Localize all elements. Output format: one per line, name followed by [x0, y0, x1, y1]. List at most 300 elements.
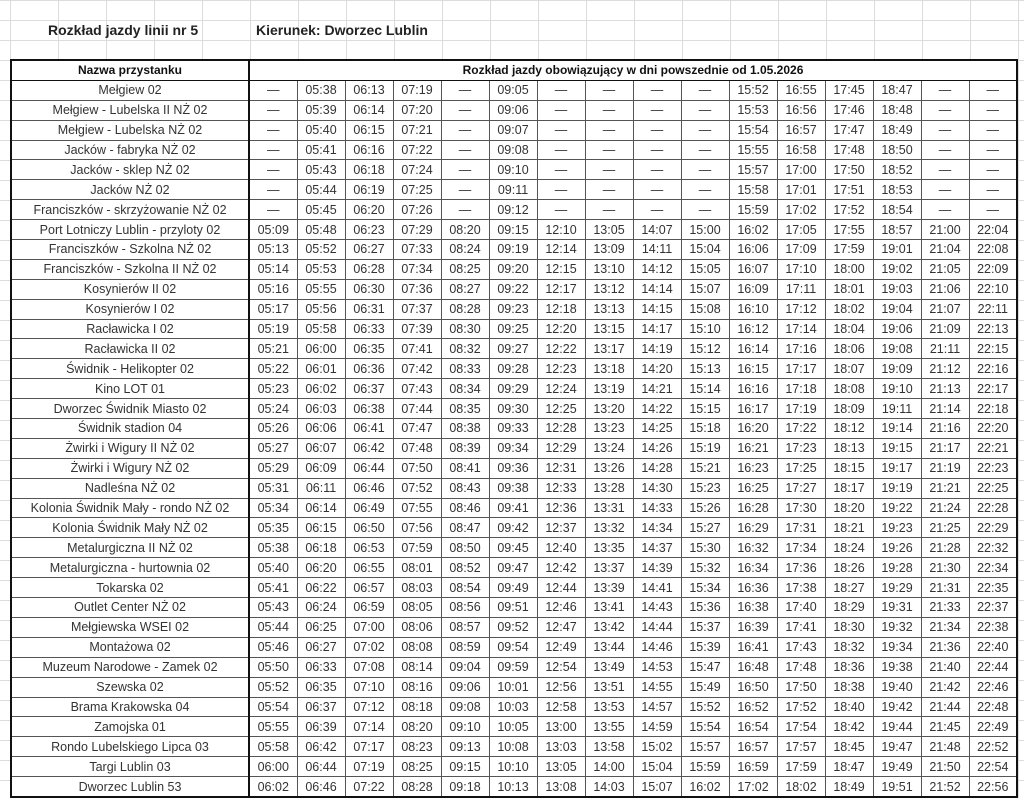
stop-name-cell: Montażowa 02: [11, 637, 249, 657]
departure-time-cell: 21:30: [921, 558, 969, 578]
departure-time-cell: 12:42: [537, 558, 585, 578]
departure-time-cell: 22:16: [969, 359, 1017, 379]
stop-name-cell: Jacków - sklep NŻ 02: [11, 160, 249, 180]
departure-time-cell: —: [681, 100, 729, 120]
departure-time-cell: 14:19: [633, 339, 681, 359]
departure-time-cell: 16:50: [729, 677, 777, 697]
departure-time-cell: 19:15: [873, 438, 921, 458]
departure-time-cell: 08:57: [441, 617, 489, 637]
departure-time-cell: —: [585, 100, 633, 120]
departure-time-cell: 21:04: [921, 240, 969, 260]
table-row: [11, 737, 1017, 757]
departure-time-cell: 18:40: [825, 697, 873, 717]
departure-time-cell: 06:16: [345, 140, 393, 160]
departure-time-cell: 17:02: [729, 777, 777, 797]
departure-time-cell: —: [249, 80, 297, 100]
departure-time-cell: 06:20: [297, 558, 345, 578]
departure-time-cell: —: [585, 120, 633, 140]
departure-time-cell: 14:00: [585, 757, 633, 777]
table-row: [11, 518, 1017, 538]
departure-time-cell: 05:41: [297, 140, 345, 160]
departure-time-cell: 19:11: [873, 399, 921, 419]
departure-time-cell: 22:37: [969, 598, 1017, 618]
departure-time-cell: 05:52: [249, 677, 297, 697]
stop-name-cell: Metalurgiczna II NŻ 02: [11, 538, 249, 558]
departure-time-cell: 16:48: [729, 657, 777, 677]
departure-time-cell: 08:25: [441, 259, 489, 279]
departure-time-cell: —: [921, 200, 969, 220]
departure-time-cell: 17:34: [777, 538, 825, 558]
departure-time-cell: 16:38: [729, 598, 777, 618]
departure-time-cell: 09:15: [441, 757, 489, 777]
departure-time-cell: 05:22: [249, 359, 297, 379]
departure-time-cell: 14:30: [633, 478, 681, 498]
departure-time-cell: 14:57: [633, 697, 681, 717]
departure-time-cell: 07:22: [345, 777, 393, 797]
departure-time-cell: 22:34: [969, 558, 1017, 578]
departure-time-cell: 08:41: [441, 458, 489, 478]
departure-time-cell: 08:05: [393, 598, 441, 618]
stop-name-cell: Racławicka II 02: [11, 339, 249, 359]
departure-time-cell: 09:13: [441, 737, 489, 757]
departure-time-cell: 16:28: [729, 498, 777, 518]
departure-time-cell: 19:06: [873, 319, 921, 339]
departure-time-cell: 16:14: [729, 339, 777, 359]
departure-time-cell: 08:38: [441, 419, 489, 439]
departure-time-cell: 10:10: [489, 757, 537, 777]
departure-time-cell: 09:18: [441, 777, 489, 797]
stop-name-cell: Świdnik stadion 04: [11, 419, 249, 439]
departure-time-cell: 15:14: [681, 379, 729, 399]
departure-time-cell: 08:59: [441, 637, 489, 657]
departure-time-cell: —: [441, 180, 489, 200]
departure-time-cell: 17:19: [777, 399, 825, 419]
departure-time-cell: 09:06: [441, 677, 489, 697]
departure-time-cell: 06:44: [345, 458, 393, 478]
departure-time-cell: 07:25: [393, 180, 441, 200]
departure-time-cell: 06:20: [345, 200, 393, 220]
departure-time-cell: 21:33: [921, 598, 969, 618]
departure-time-cell: 05:34: [249, 498, 297, 518]
departure-time-cell: 21:48: [921, 737, 969, 757]
departure-time-cell: 18:09: [825, 399, 873, 419]
departure-time-cell: —: [921, 180, 969, 200]
departure-time-cell: 08:52: [441, 558, 489, 578]
departure-time-cell: 15:54: [681, 717, 729, 737]
departure-time-cell: 06:46: [297, 777, 345, 797]
departure-time-cell: 13:39: [585, 578, 633, 598]
table-row: [11, 478, 1017, 498]
departure-time-cell: 05:46: [249, 637, 297, 657]
departure-time-cell: 05:17: [249, 299, 297, 319]
departure-time-cell: 06:42: [297, 737, 345, 757]
departure-time-cell: 12:29: [537, 438, 585, 458]
departure-time-cell: 17:52: [777, 697, 825, 717]
departure-time-cell: —: [633, 140, 681, 160]
departure-time-cell: 19:17: [873, 458, 921, 478]
departure-time-cell: —: [969, 120, 1017, 140]
departure-time-cell: 13:32: [585, 518, 633, 538]
departure-time-cell: 07:52: [393, 478, 441, 498]
departure-time-cell: 12:25: [537, 399, 585, 419]
table-row: [11, 438, 1017, 458]
departure-time-cell: 15:04: [633, 757, 681, 777]
departure-time-cell: 18:47: [873, 80, 921, 100]
departure-time-cell: 12:49: [537, 637, 585, 657]
stop-name-cell: Brama Krakowska 04: [11, 697, 249, 717]
departure-time-cell: 12:56: [537, 677, 585, 697]
departure-time-cell: 06:53: [345, 538, 393, 558]
departure-time-cell: 09:47: [489, 558, 537, 578]
departure-time-cell: 06:33: [345, 319, 393, 339]
departure-time-cell: 13:26: [585, 458, 633, 478]
departure-time-cell: 19:44: [873, 717, 921, 737]
departure-time-cell: —: [969, 100, 1017, 120]
stop-column-header: Nazwa przystanku: [11, 60, 249, 80]
departure-time-cell: 12:14: [537, 240, 585, 260]
departure-time-cell: 06:01: [297, 359, 345, 379]
departure-time-cell: 15:54: [729, 120, 777, 140]
departure-time-cell: 16:02: [729, 220, 777, 240]
departure-time-cell: 06:57: [345, 578, 393, 598]
departure-time-cell: 10:05: [489, 717, 537, 737]
stop-name-cell: Kino LOT 01: [11, 379, 249, 399]
departure-time-cell: 21:19: [921, 458, 969, 478]
departure-time-cell: 14:11: [633, 240, 681, 260]
departure-time-cell: 09:51: [489, 598, 537, 618]
departure-time-cell: 09:12: [489, 200, 537, 220]
departure-time-cell: 09:28: [489, 359, 537, 379]
departure-time-cell: 19:28: [873, 558, 921, 578]
departure-time-cell: 16:57: [729, 737, 777, 757]
departure-time-cell: 07:02: [345, 637, 393, 657]
table-row: [11, 717, 1017, 737]
departure-time-cell: —: [681, 160, 729, 180]
departure-time-cell: 12:44: [537, 578, 585, 598]
departure-time-cell: 05:35: [249, 518, 297, 538]
departure-time-cell: 09:30: [489, 399, 537, 419]
departure-time-cell: 05:52: [297, 240, 345, 260]
departure-time-cell: 19:09: [873, 359, 921, 379]
departure-time-cell: 13:18: [585, 359, 633, 379]
departure-time-cell: 22:29: [969, 518, 1017, 538]
table-row: [11, 359, 1017, 379]
stop-name-cell: Zamojska 01: [11, 717, 249, 737]
departure-time-cell: —: [633, 160, 681, 180]
departure-time-cell: 15:08: [681, 299, 729, 319]
table-row: [11, 617, 1017, 637]
departure-time-cell: 05:40: [249, 558, 297, 578]
departure-time-cell: 06:06: [297, 419, 345, 439]
departure-time-cell: 18:00: [825, 259, 873, 279]
departure-time-cell: 17:46: [825, 100, 873, 120]
departure-time-cell: 09:54: [489, 637, 537, 657]
departure-time-cell: 15:13: [681, 359, 729, 379]
departure-time-cell: 16:55: [777, 80, 825, 100]
table-row: [11, 637, 1017, 657]
departure-time-cell: 22:49: [969, 717, 1017, 737]
departure-time-cell: 22:25: [969, 478, 1017, 498]
departure-time-cell: 08:30: [441, 319, 489, 339]
departure-time-cell: —: [441, 100, 489, 120]
stop-name-cell: Franciszków - skrzyżowanie NŻ 02: [11, 200, 249, 220]
stop-name-cell: Szewska 02: [11, 677, 249, 697]
departure-time-cell: 06:03: [297, 399, 345, 419]
departure-time-cell: 08:20: [393, 717, 441, 737]
departure-time-cell: 22:10: [969, 279, 1017, 299]
departure-time-cell: —: [585, 180, 633, 200]
stop-name-cell: Mełgiew 02: [11, 80, 249, 100]
departure-time-cell: 19:38: [873, 657, 921, 677]
departure-time-cell: 07:47: [393, 419, 441, 439]
departure-time-cell: 15:57: [681, 737, 729, 757]
departure-time-cell: 08:28: [393, 777, 441, 797]
departure-time-cell: 07:56: [393, 518, 441, 538]
departure-time-cell: 08:35: [441, 399, 489, 419]
table-row: [11, 339, 1017, 359]
departure-time-cell: 07:33: [393, 240, 441, 260]
departure-time-cell: 07:22: [393, 140, 441, 160]
departure-time-cell: 13:12: [585, 279, 633, 299]
departure-time-cell: 12:22: [537, 339, 585, 359]
departure-time-cell: —: [681, 140, 729, 160]
departure-time-cell: 09:05: [489, 80, 537, 100]
departure-time-cell: 15:37: [681, 617, 729, 637]
departure-time-cell: 15:30: [681, 538, 729, 558]
departure-time-cell: —: [441, 200, 489, 220]
departure-time-cell: —: [537, 200, 585, 220]
departure-time-cell: 14:37: [633, 538, 681, 558]
departure-time-cell: 06:44: [297, 757, 345, 777]
departure-time-cell: 17:47: [825, 120, 873, 140]
departure-time-cell: —: [441, 140, 489, 160]
departure-time-cell: 18:29: [825, 598, 873, 618]
departure-time-cell: 06:49: [345, 498, 393, 518]
stop-name-cell: Mełgiewska WSEI 02: [11, 617, 249, 637]
departure-time-cell: 14:43: [633, 598, 681, 618]
departure-time-cell: 07:44: [393, 399, 441, 419]
stop-name-cell: Outlet Center NŻ 02: [11, 598, 249, 618]
departure-time-cell: 07:36: [393, 279, 441, 299]
departure-time-cell: 15:04: [681, 240, 729, 260]
departure-time-cell: 15:23: [681, 478, 729, 498]
departure-time-cell: 17:00: [777, 160, 825, 180]
departure-time-cell: 22:04: [969, 220, 1017, 240]
departure-time-cell: 17:50: [825, 160, 873, 180]
departure-time-cell: 13:13: [585, 299, 633, 319]
departure-time-cell: 09:23: [489, 299, 537, 319]
departure-time-cell: 15:10: [681, 319, 729, 339]
departure-time-cell: 06:50: [345, 518, 393, 538]
departure-time-cell: 16:15: [729, 359, 777, 379]
departure-time-cell: 18:57: [873, 220, 921, 240]
departure-time-cell: 12:10: [537, 220, 585, 240]
table-row: [11, 80, 1017, 100]
departure-time-cell: —: [585, 140, 633, 160]
departure-time-cell: 19:47: [873, 737, 921, 757]
departure-time-cell: 15:58: [729, 180, 777, 200]
departure-time-cell: 17:14: [777, 319, 825, 339]
stop-name-cell: Franciszków - Szkolna NŻ 02: [11, 240, 249, 260]
departure-time-cell: 13:10: [585, 259, 633, 279]
departure-time-cell: 21:05: [921, 259, 969, 279]
departure-time-cell: 16:07: [729, 259, 777, 279]
table-row: [11, 777, 1017, 797]
table-row: [11, 379, 1017, 399]
departure-time-cell: 08:34: [441, 379, 489, 399]
departure-time-cell: 12:17: [537, 279, 585, 299]
departure-time-cell: 15:49: [681, 677, 729, 697]
departure-time-cell: 21:06: [921, 279, 969, 299]
departure-time-cell: 18:54: [873, 200, 921, 220]
departure-time-cell: 05:58: [297, 319, 345, 339]
table-row: [11, 160, 1017, 180]
departure-time-cell: 21:25: [921, 518, 969, 538]
departure-time-cell: 15:59: [681, 757, 729, 777]
departure-time-cell: 21:42: [921, 677, 969, 697]
table-row: [11, 578, 1017, 598]
departure-time-cell: 22:18: [969, 399, 1017, 419]
departure-time-cell: 06:46: [345, 478, 393, 498]
departure-time-cell: 09:38: [489, 478, 537, 498]
departure-time-cell: 06:23: [345, 220, 393, 240]
departure-time-cell: 07:17: [345, 737, 393, 757]
departure-time-cell: 07:12: [345, 697, 393, 717]
departure-time-cell: 15:34: [681, 578, 729, 598]
stop-name-cell: Muzeum Narodowe - Zamek 02: [11, 657, 249, 677]
departure-time-cell: 06:59: [345, 598, 393, 618]
departure-time-cell: 09:10: [489, 160, 537, 180]
stop-name-cell: Kolonia Świdnik Mały - rondo NŻ 02: [11, 498, 249, 518]
departure-time-cell: 19:42: [873, 697, 921, 717]
departure-time-cell: 19:29: [873, 578, 921, 598]
departure-time-cell: 21:52: [921, 777, 969, 797]
departure-time-cell: 18:02: [825, 299, 873, 319]
stop-name-cell: Żwirki i Wigury II NŻ 02: [11, 438, 249, 458]
departure-time-cell: 08:28: [441, 299, 489, 319]
departure-time-cell: 18:50: [873, 140, 921, 160]
table-row: [11, 458, 1017, 478]
departure-time-cell: 07:37: [393, 299, 441, 319]
departure-time-cell: 12:54: [537, 657, 585, 677]
departure-time-cell: 05:43: [249, 598, 297, 618]
departure-time-cell: 16:21: [729, 438, 777, 458]
departure-time-cell: 06:02: [297, 379, 345, 399]
timetable-body: [11, 80, 1017, 797]
departure-time-cell: 21:21: [921, 478, 969, 498]
departure-time-cell: 05:56: [297, 299, 345, 319]
departure-time-cell: 06:35: [297, 677, 345, 697]
departure-time-cell: 07:29: [393, 220, 441, 240]
table-row: [11, 240, 1017, 260]
departure-time-cell: 14:07: [633, 220, 681, 240]
departure-time-cell: 22:48: [969, 697, 1017, 717]
departure-time-cell: 13:55: [585, 717, 633, 737]
departure-time-cell: 17:48: [825, 140, 873, 160]
departure-time-cell: 13:17: [585, 339, 633, 359]
departure-time-cell: 09:07: [489, 120, 537, 140]
departure-time-cell: —: [633, 120, 681, 140]
departure-time-cell: 09:42: [489, 518, 537, 538]
departure-time-cell: 06:02: [249, 777, 297, 797]
stop-name-cell: Kosynierów I 02: [11, 299, 249, 319]
departure-time-cell: 06:38: [345, 399, 393, 419]
departure-time-cell: 17:10: [777, 259, 825, 279]
departure-time-cell: 05:19: [249, 319, 297, 339]
departure-time-cell: 15:07: [681, 279, 729, 299]
departure-time-cell: 06:28: [345, 259, 393, 279]
table-row: [11, 697, 1017, 717]
departure-time-cell: 09:25: [489, 319, 537, 339]
departure-time-cell: 21:07: [921, 299, 969, 319]
departure-time-cell: 12:20: [537, 319, 585, 339]
table-row: [11, 757, 1017, 777]
departure-time-cell: 08:03: [393, 578, 441, 598]
departure-time-cell: —: [633, 180, 681, 200]
departure-time-cell: 18:13: [825, 438, 873, 458]
table-row: [11, 279, 1017, 299]
departure-time-cell: 15:53: [729, 100, 777, 120]
departure-time-cell: 08:06: [393, 617, 441, 637]
stop-name-cell: Metalurgiczna - hurtownia 02: [11, 558, 249, 578]
departure-time-cell: 09:27: [489, 339, 537, 359]
departure-time-cell: 14:34: [633, 518, 681, 538]
departure-time-cell: 21:24: [921, 498, 969, 518]
departure-time-cell: 13:05: [585, 220, 633, 240]
departure-time-cell: 18:24: [825, 538, 873, 558]
departure-time-cell: 07:48: [393, 438, 441, 458]
departure-time-cell: 14:22: [633, 399, 681, 419]
departure-time-cell: 14:59: [633, 717, 681, 737]
table-row: [11, 120, 1017, 140]
departure-time-cell: 18:38: [825, 677, 873, 697]
departure-time-cell: 09:11: [489, 180, 537, 200]
departure-time-cell: 06:24: [297, 598, 345, 618]
departure-time-cell: 06:35: [345, 339, 393, 359]
departure-time-cell: 06:13: [345, 80, 393, 100]
table-row: [11, 558, 1017, 578]
departure-time-cell: 15:07: [633, 777, 681, 797]
departure-time-cell: 19:40: [873, 677, 921, 697]
departure-time-cell: 12:31: [537, 458, 585, 478]
departure-time-cell: 14:33: [633, 498, 681, 518]
departure-time-cell: 19:19: [873, 478, 921, 498]
departure-time-cell: 13:42: [585, 617, 633, 637]
departure-time-cell: 14:53: [633, 657, 681, 677]
departure-time-cell: 16:17: [729, 399, 777, 419]
departure-time-cell: 13:15: [585, 319, 633, 339]
departure-time-cell: —: [681, 200, 729, 220]
departure-time-cell: 06:09: [297, 458, 345, 478]
departure-time-cell: —: [969, 140, 1017, 160]
departure-time-cell: 07:19: [393, 80, 441, 100]
departure-time-cell: 17:16: [777, 339, 825, 359]
departure-time-cell: 21:50: [921, 757, 969, 777]
departure-time-cell: 09:08: [441, 697, 489, 717]
departure-time-cell: 09:15: [489, 220, 537, 240]
departure-time-cell: 22:17: [969, 379, 1017, 399]
departure-time-cell: 07:20: [393, 100, 441, 120]
departure-time-cell: —: [441, 80, 489, 100]
departure-time-cell: 17:12: [777, 299, 825, 319]
departure-time-cell: 17:17: [777, 359, 825, 379]
departure-time-cell: —: [681, 180, 729, 200]
departure-time-cell: —: [921, 140, 969, 160]
departure-time-cell: —: [921, 80, 969, 100]
departure-time-cell: 17:51: [825, 180, 873, 200]
departure-time-cell: 13:53: [585, 697, 633, 717]
departure-time-cell: 05:40: [297, 120, 345, 140]
